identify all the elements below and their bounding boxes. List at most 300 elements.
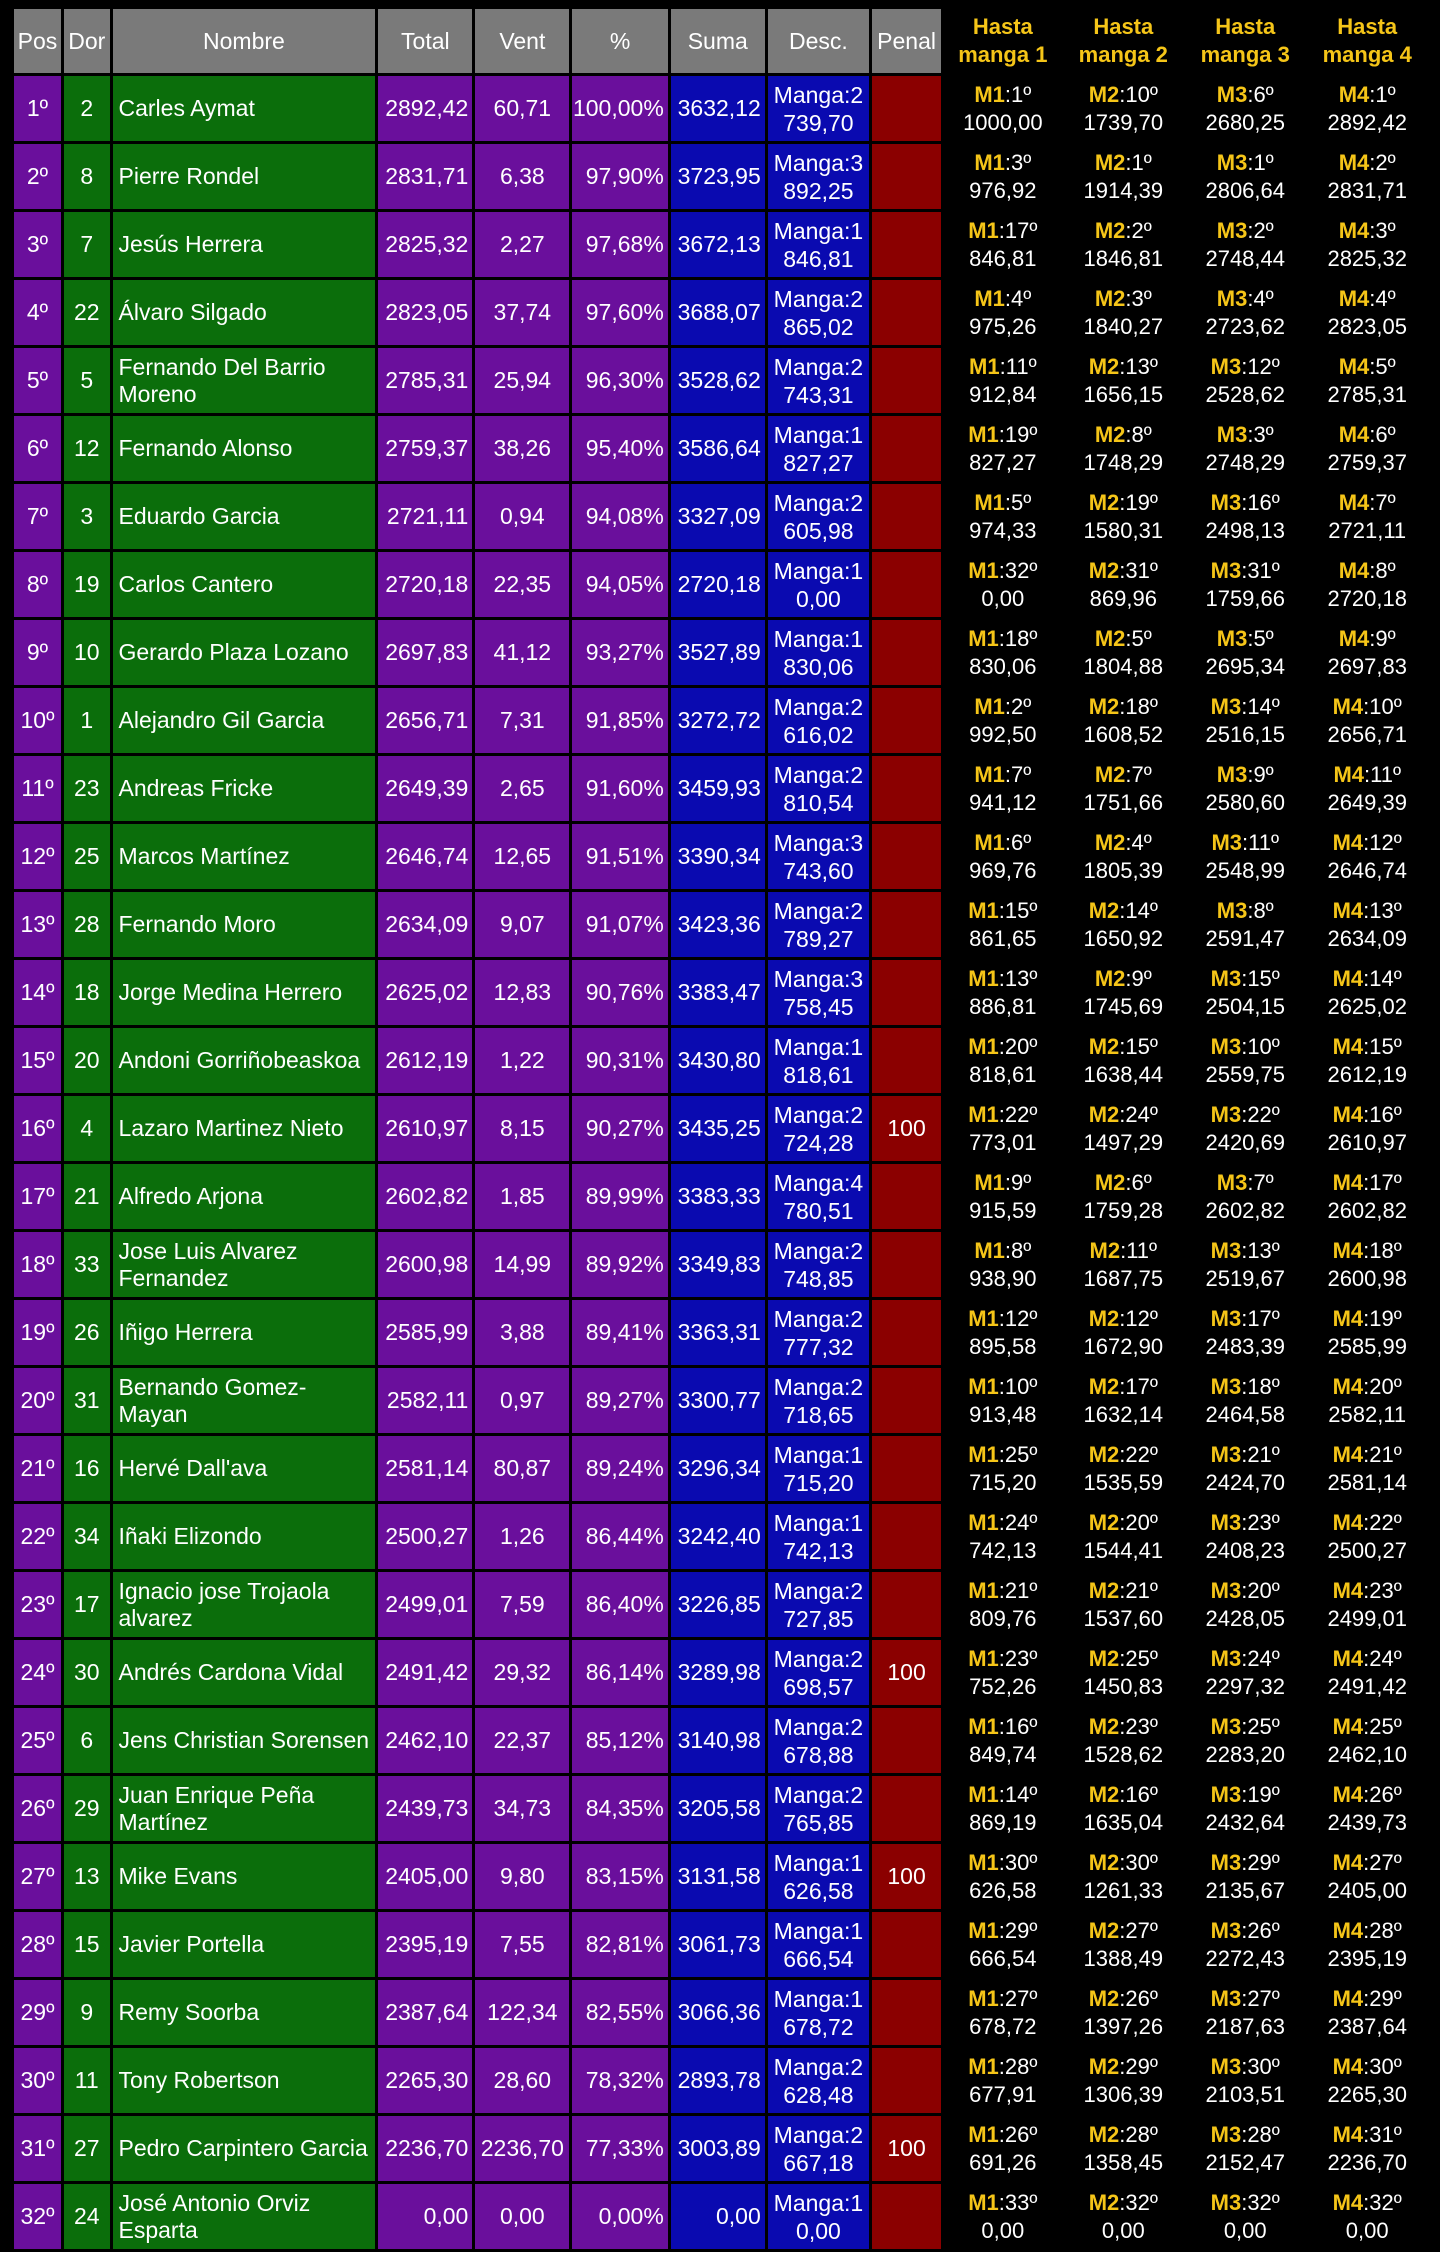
- dorsal-cell-text: 23: [73, 775, 100, 801]
- manga-3-place: 3º: [1253, 421, 1274, 447]
- manga-3-cell: M3:14º 2516,15: [1185, 688, 1305, 753]
- manga-1-value: 938,90: [969, 1265, 1037, 1291]
- manga-1-label: M1: [974, 829, 1005, 855]
- dorsal-cell-text: 29: [73, 1795, 100, 1821]
- name-cell: [113, 1300, 376, 1365]
- vent-cell-text: 7,31: [499, 707, 545, 733]
- table-row[interactable]: [14, 1436, 1426, 1501]
- table-row[interactable]: [14, 1504, 1426, 1569]
- table-row[interactable]: [14, 1640, 1426, 1705]
- table-row[interactable]: [14, 1708, 1426, 1773]
- penal-cell: [872, 688, 941, 753]
- manga-1-value: 941,12: [969, 789, 1037, 815]
- dorsal-cell: [64, 416, 110, 481]
- manga-3-label: M3: [1210, 2121, 1242, 2147]
- manga-1-place: 30º: [1004, 1849, 1038, 1875]
- manga-2-label: M2: [1094, 1169, 1126, 1195]
- manga-3-place: 19º: [1247, 1781, 1280, 1807]
- desc-value: 830,06: [783, 653, 854, 680]
- penal-cell: [872, 280, 941, 345]
- total-cell-text: 2610,97: [385, 1115, 469, 1141]
- manga-2-label: M2: [1094, 625, 1126, 651]
- vent-cell: [475, 1640, 569, 1705]
- suma-cell: [671, 1164, 765, 1229]
- table-row[interactable]: [14, 620, 1426, 685]
- manga-2-cell: M2:29º 1306,39: [1065, 2048, 1182, 2113]
- manga-4-value: 2612,19: [1327, 1061, 1407, 1087]
- manga-4-place: 15º: [1369, 1033, 1402, 1059]
- manga-1-place: 4º: [1011, 285, 1032, 311]
- header-hasta-manga-4: Hasta manga 4: [1308, 9, 1426, 73]
- table-row[interactable]: [14, 2184, 1426, 2249]
- manga-4-place: 29º: [1369, 1985, 1402, 2011]
- table-row[interactable]: [14, 1028, 1426, 1093]
- percent-cell: [572, 1572, 667, 1637]
- dorsal-cell-text: 24: [73, 2203, 100, 2229]
- table-row[interactable]: [14, 144, 1426, 209]
- manga-1-label: M1: [968, 1101, 999, 1127]
- manga-2-value: 1914,39: [1083, 177, 1164, 203]
- manga-2-cell: M2:7º 1751,66: [1065, 756, 1182, 821]
- manga-4-value: 2236,70: [1327, 2149, 1407, 2175]
- manga-4-value: 2646,74: [1327, 857, 1407, 883]
- penal-cell: [872, 144, 941, 209]
- percent-cell: [572, 1776, 667, 1841]
- manga-1-value: 818,61: [969, 1061, 1037, 1087]
- manga-4-label: M4: [1332, 1577, 1364, 1603]
- penal-cell: [872, 1572, 941, 1637]
- manga-3-cell: M3:20º 2428,05: [1185, 1572, 1305, 1637]
- manga-3-cell: M3:21º 2424,70: [1185, 1436, 1305, 1501]
- table-row[interactable]: [14, 960, 1426, 1025]
- pilot-name: Javier Portella: [118, 1931, 265, 1957]
- manga-4-value: 2759,37: [1327, 449, 1407, 475]
- desc-cell: [768, 1232, 869, 1297]
- manga-4-value: 2823,05: [1327, 313, 1407, 339]
- table-row[interactable]: [14, 212, 1426, 277]
- manga-4-place: 2º: [1375, 149, 1396, 175]
- pos-cell: [14, 1096, 61, 1161]
- manga-2-label: M2: [1088, 1509, 1120, 1535]
- manga-1-cell: M1:27º 678,72: [944, 1980, 1061, 2045]
- manga-2-place: 4º: [1131, 829, 1152, 855]
- desc-value: 748,85: [783, 1265, 854, 1292]
- manga-1-cell: M1:30º 626,58: [944, 1844, 1061, 1909]
- pilot-name: Bernando Gomez-Mayan: [118, 1373, 307, 1427]
- penal-cell: [872, 620, 941, 685]
- desc-value: 698,57: [783, 1673, 854, 1700]
- pos-cell-text: 22º: [20, 1523, 55, 1549]
- manga-3-cell: M3:6º 2680,25: [1185, 76, 1305, 141]
- manga-2-label: M2: [1089, 1237, 1121, 1263]
- manga-1-cell: M1:9º 915,59: [944, 1164, 1061, 1229]
- vent-cell-text: 22,35: [493, 571, 552, 597]
- manga-1-place: 13º: [1004, 965, 1038, 991]
- manga-2-value: 1397,26: [1083, 2013, 1164, 2039]
- manga-2-value: 869,96: [1089, 585, 1157, 611]
- dorsal-cell-text: 31: [73, 1387, 100, 1413]
- manga-3-value: 2432,64: [1205, 1809, 1285, 1835]
- desc-value: 789,27: [783, 925, 854, 952]
- manga-3-place: 6º: [1253, 81, 1274, 107]
- vent-cell-text: 34,73: [493, 1795, 552, 1821]
- dorsal-cell-text: 27: [73, 2135, 100, 2161]
- manga-1-cell: M1:21º 809,76: [944, 1572, 1061, 1637]
- pilot-name: Alfredo Arjona: [118, 1183, 263, 1209]
- manga-3-value: 2424,70: [1205, 1469, 1285, 1495]
- desc-manga: Manga:3: [773, 149, 864, 176]
- desc-manga: Manga:2: [773, 1305, 864, 1332]
- total-cell-text: 2721,11: [386, 503, 469, 529]
- penal-cell: [872, 1300, 941, 1365]
- manga-2-cell: M2:3º 1840,27: [1065, 280, 1182, 345]
- manga-1-cell: M1:20º 818,61: [944, 1028, 1061, 1093]
- dorsal-cell-text: 6: [80, 1727, 94, 1753]
- table-row[interactable]: [14, 484, 1426, 549]
- suma-cell: [671, 2048, 765, 2113]
- penal-cell: [872, 2184, 941, 2249]
- manga-2-place: 30º: [1125, 1849, 1158, 1875]
- dorsal-cell-text: 7: [80, 231, 94, 257]
- vent-cell: [475, 2116, 569, 2181]
- table-row[interactable]: [14, 1980, 1426, 2045]
- manga-3-label: M3: [1210, 1237, 1242, 1263]
- manga-3-value: 2548,99: [1205, 857, 1285, 883]
- percent-cell: [572, 76, 667, 141]
- manga-3-cell: M3:26º 2272,43: [1185, 1912, 1305, 1977]
- desc-cell: [768, 1912, 869, 1977]
- manga-1-label: M1: [974, 149, 1005, 175]
- pilot-name: Jens Christian Sorensen: [118, 1727, 370, 1753]
- desc-value: 0,00: [796, 2217, 841, 2244]
- manga-1-place: 21º: [1004, 1577, 1038, 1603]
- manga-3-cell: M3:22º 2420,69: [1185, 1096, 1305, 1161]
- manga-1-label: M1: [968, 1645, 999, 1671]
- suma-cell-text: 3723,95: [677, 163, 761, 189]
- manga-3-place: 10º: [1247, 1033, 1280, 1059]
- manga-4-cell: M4:29º 2387,64: [1308, 1980, 1426, 2045]
- manga-4-place: 24º: [1369, 1645, 1402, 1671]
- manga-1-place: 27º: [1004, 1985, 1038, 2011]
- manga-3-value: 2695,34: [1205, 653, 1285, 679]
- pos-cell: [14, 1368, 61, 1433]
- name-cell: [113, 348, 376, 413]
- manga-1-value: 974,33: [969, 517, 1037, 543]
- manga-1-cell: M1:4º 975,26: [944, 280, 1061, 345]
- vent-cell-text: 12,83: [493, 979, 552, 1005]
- percent-cell: [572, 144, 667, 209]
- total-cell: [378, 484, 472, 549]
- manga-4-label: M4: [1338, 557, 1370, 583]
- desc-cell: [768, 552, 869, 617]
- total-cell-text: 2387,64: [385, 1999, 469, 2025]
- pos-cell: [14, 212, 61, 277]
- manga-4-value: 2720,18: [1327, 585, 1407, 611]
- manga-1-value: 861,65: [969, 925, 1037, 951]
- manga-2-place: 23º: [1125, 1713, 1158, 1739]
- total-cell: [378, 620, 472, 685]
- manga-2-label: M2: [1094, 761, 1126, 787]
- percent-cell: [572, 484, 667, 549]
- total-cell: [378, 1912, 472, 1977]
- table-row[interactable]: [14, 2048, 1426, 2113]
- pos-cell-text: 21º: [20, 1455, 55, 1481]
- suma-cell: [671, 1640, 765, 1705]
- dorsal-cell-text: 8: [80, 163, 94, 189]
- pos-cell-text: 27º: [20, 1863, 55, 1889]
- dorsal-cell-text: 17: [73, 1591, 100, 1617]
- total-cell-text: 2405,00: [385, 1863, 469, 1889]
- percent-cell: [572, 2048, 667, 2113]
- desc-value: 765,85: [783, 1809, 854, 1836]
- dorsal-cell: [64, 892, 110, 957]
- manga-1-value: 0,00: [981, 585, 1025, 611]
- manga-3-label: M3: [1210, 489, 1242, 515]
- dorsal-cell: [64, 484, 110, 549]
- name-cell: [113, 960, 376, 1025]
- desc-manga: Manga:2: [773, 1373, 864, 1400]
- table-row[interactable]: [14, 1844, 1426, 1909]
- manga-2-place: 10º: [1125, 81, 1158, 107]
- total-cell: [378, 144, 472, 209]
- total-cell: [378, 1708, 472, 1773]
- manga-2-cell: M2:16º 1635,04: [1065, 1776, 1182, 1841]
- desc-manga: Manga:2: [773, 81, 864, 108]
- manga-4-cell: M4:16º 2610,97: [1308, 1096, 1426, 1161]
- name-cell: [113, 2116, 376, 2181]
- desc-value: 0,00: [796, 585, 841, 612]
- manga-4-label: M4: [1332, 897, 1364, 923]
- desc-manga: Manga:2: [773, 285, 864, 312]
- table-row[interactable]: [14, 2116, 1426, 2181]
- manga-1-value: 678,72: [969, 2013, 1037, 2039]
- manga-2-place: 19º: [1125, 489, 1158, 515]
- percent-cell: [572, 620, 667, 685]
- name-cell: [113, 1980, 376, 2045]
- manga-1-value: 666,54: [969, 1945, 1037, 1971]
- header-pos: Pos: [14, 9, 61, 73]
- vent-cell: [475, 552, 569, 617]
- dorsal-cell: [64, 1096, 110, 1161]
- manga-2-cell: M2:1º 1914,39: [1065, 144, 1182, 209]
- suma-cell: [671, 144, 765, 209]
- total-cell-text: 2462,10: [385, 1727, 469, 1753]
- vent-cell: [475, 76, 569, 141]
- manga-4-cell: M4:26º 2439,73: [1308, 1776, 1426, 1841]
- desc-cell: [768, 620, 869, 685]
- name-cell: [113, 1640, 376, 1705]
- manga-4-value: 2625,02: [1327, 993, 1407, 1019]
- manga-1-label: M1: [974, 761, 1005, 787]
- manga-3-place: 1º: [1253, 149, 1274, 175]
- penal-cell: [872, 1436, 941, 1501]
- manga-2-label: M2: [1088, 81, 1120, 107]
- desc-manga: Manga:1: [773, 1849, 864, 1876]
- desc-value: 892,25: [783, 177, 854, 204]
- desc-cell: [768, 76, 869, 141]
- suma-cell: [671, 960, 765, 1025]
- table-row[interactable]: [14, 348, 1426, 413]
- vent-cell-text: 1,85: [499, 1183, 545, 1209]
- pos-cell-text: 10º: [20, 707, 55, 733]
- manga-4-place: 30º: [1369, 2053, 1402, 2079]
- manga-4-place: 12º: [1369, 829, 1402, 855]
- pos-cell: [14, 2048, 61, 2113]
- manga-3-value: 2272,43: [1205, 1945, 1285, 1971]
- table-row[interactable]: [14, 280, 1426, 345]
- table-row[interactable]: [14, 416, 1426, 481]
- pos-cell-text: 1º: [26, 95, 49, 121]
- manga-4-cell: M4:31º 2236,70: [1308, 2116, 1426, 2181]
- manga-1-label: M1: [968, 1917, 999, 1943]
- name-cell: [113, 484, 376, 549]
- manga-4-label: M4: [1338, 489, 1370, 515]
- total-cell: [378, 76, 472, 141]
- table-row[interactable]: [14, 1096, 1426, 1161]
- header-total: Total: [378, 9, 472, 73]
- table-row[interactable]: [14, 76, 1426, 141]
- manga-4-place: 7º: [1375, 489, 1396, 515]
- manga-1-place: 9º: [1011, 1169, 1032, 1195]
- manga-4-place: 1º: [1375, 81, 1396, 107]
- suma-cell-text: 3528,62: [677, 367, 761, 393]
- pos-cell: [14, 960, 61, 1025]
- vent-cell-text: 25,94: [493, 367, 552, 393]
- manga-4-value: 2785,31: [1327, 381, 1407, 407]
- total-cell: [378, 1572, 472, 1637]
- manga-1-place: 32º: [1004, 557, 1038, 583]
- desc-manga: Manga:1: [773, 557, 864, 584]
- manga-1-place: 28º: [1004, 2053, 1038, 2079]
- penal-cell: [872, 1708, 941, 1773]
- suma-cell-text: 3586,64: [677, 435, 761, 461]
- suma-cell-text: 3242,40: [677, 1523, 761, 1549]
- dorsal-cell: [64, 552, 110, 617]
- manga-4-label: M4: [1338, 285, 1370, 311]
- dorsal-cell: [64, 212, 110, 277]
- vent-cell-text: 6,38: [499, 163, 545, 189]
- header-row: [14, 9, 1426, 73]
- manga-1-place: 5º: [1011, 489, 1032, 515]
- manga-4-cell: M4:32º 0,00: [1308, 2184, 1426, 2249]
- vent-cell-text: 7,59: [499, 1591, 545, 1617]
- total-cell-text: 2656,71: [385, 707, 469, 733]
- pos-cell: [14, 1912, 61, 1977]
- manga-1-value: 846,81: [969, 245, 1037, 271]
- manga-4-place: 9º: [1375, 625, 1396, 651]
- name-cell: [113, 1912, 376, 1977]
- desc-value: 818,61: [783, 1061, 854, 1088]
- total-cell-text: 2720,18: [385, 571, 469, 597]
- table-row[interactable]: [14, 1912, 1426, 1977]
- manga-2-value: 1846,81: [1083, 245, 1164, 271]
- percent-cell: [572, 1028, 667, 1093]
- vent-cell: [475, 1776, 569, 1841]
- total-cell-text: 2612,19: [385, 1047, 469, 1073]
- desc-cell: [768, 960, 869, 1025]
- manga-3-cell: M3:16º 2498,13: [1185, 484, 1305, 549]
- total-cell-text: 2585,99: [385, 1319, 469, 1345]
- percent-cell-text: 100,00%: [572, 95, 664, 121]
- desc-cell: [768, 1436, 869, 1501]
- manga-4-value: 2387,64: [1327, 2013, 1407, 2039]
- penal-cell: [872, 1640, 941, 1705]
- manga-4-label: M4: [1332, 965, 1364, 991]
- desc-manga: Manga:1: [773, 217, 864, 244]
- manga-3-place: 11º: [1248, 829, 1280, 855]
- dorsal-cell-text: 19: [73, 571, 100, 597]
- manga-1-cell: M1:12º 895,58: [944, 1300, 1061, 1365]
- suma-cell-text: 3140,98: [677, 1727, 761, 1753]
- table-row[interactable]: [14, 824, 1426, 889]
- suma-cell-text: 3272,72: [677, 707, 761, 733]
- percent-cell-text: 89,27%: [585, 1387, 664, 1413]
- desc-manga: Manga:2: [773, 761, 864, 788]
- table-row[interactable]: [14, 552, 1426, 617]
- manga-3-value: 1759,66: [1205, 585, 1285, 611]
- percent-cell-text: 77,33%: [585, 2135, 664, 2161]
- pos-cell-text: 14º: [20, 979, 55, 1005]
- manga-2-cell: M2:17º 1632,14: [1065, 1368, 1182, 1433]
- suma-cell: [671, 348, 765, 413]
- manga-2-label: M2: [1094, 285, 1126, 311]
- results-table: [11, 6, 1429, 2252]
- table-row[interactable]: [14, 1368, 1426, 1433]
- percent-cell: [572, 960, 667, 1025]
- manga-1-value: 752,26: [969, 1673, 1037, 1699]
- vent-cell: [475, 1232, 569, 1297]
- manga-4-label: M4: [1332, 1305, 1364, 1331]
- vent-cell: [475, 144, 569, 209]
- total-cell: [378, 2184, 472, 2249]
- manga-1-label: M1: [968, 1985, 999, 2011]
- manga-3-value: 2283,20: [1205, 1741, 1285, 1767]
- table-row[interactable]: [14, 1300, 1426, 1365]
- manga-2-value: 1840,27: [1083, 313, 1164, 339]
- table-row[interactable]: [14, 892, 1426, 957]
- table-row[interactable]: [14, 1232, 1426, 1297]
- manga-2-cell: M2:22º 1535,59: [1065, 1436, 1182, 1501]
- suma-cell-text: 3672,13: [677, 231, 761, 257]
- table-row[interactable]: [14, 1164, 1426, 1229]
- table-row[interactable]: [14, 756, 1426, 821]
- manga-2-value: 1535,59: [1083, 1469, 1164, 1495]
- desc-value: 865,02: [783, 313, 854, 340]
- table-row[interactable]: [14, 1572, 1426, 1637]
- table-row[interactable]: [14, 688, 1426, 753]
- penal-cell: [872, 416, 941, 481]
- manga-1-value: 0,00: [981, 2217, 1025, 2243]
- manga-1-cell: M1:3º 976,92: [944, 144, 1061, 209]
- manga-1-value: 976,92: [969, 177, 1037, 203]
- manga-4-value: 2610,97: [1327, 1129, 1407, 1155]
- manga-3-value: 2408,23: [1205, 1537, 1285, 1563]
- vent-cell: [475, 416, 569, 481]
- vent-cell-text: 0,97: [499, 1387, 545, 1413]
- manga-1-label: M1: [974, 1237, 1005, 1263]
- manga-3-place: 9º: [1253, 761, 1274, 787]
- manga-2-label: M2: [1088, 1373, 1120, 1399]
- name-cell: [113, 688, 376, 753]
- dorsal-cell-text: 4: [80, 1115, 94, 1141]
- percent-cell: [572, 1504, 667, 1569]
- manga-3-cell: M3:29º 2135,67: [1185, 1844, 1305, 1909]
- suma-cell: [671, 76, 765, 141]
- percent-cell: [572, 1708, 667, 1773]
- pos-cell-text: 20º: [20, 1387, 55, 1413]
- table-row[interactable]: [14, 1776, 1426, 1841]
- desc-cell: [768, 2048, 869, 2113]
